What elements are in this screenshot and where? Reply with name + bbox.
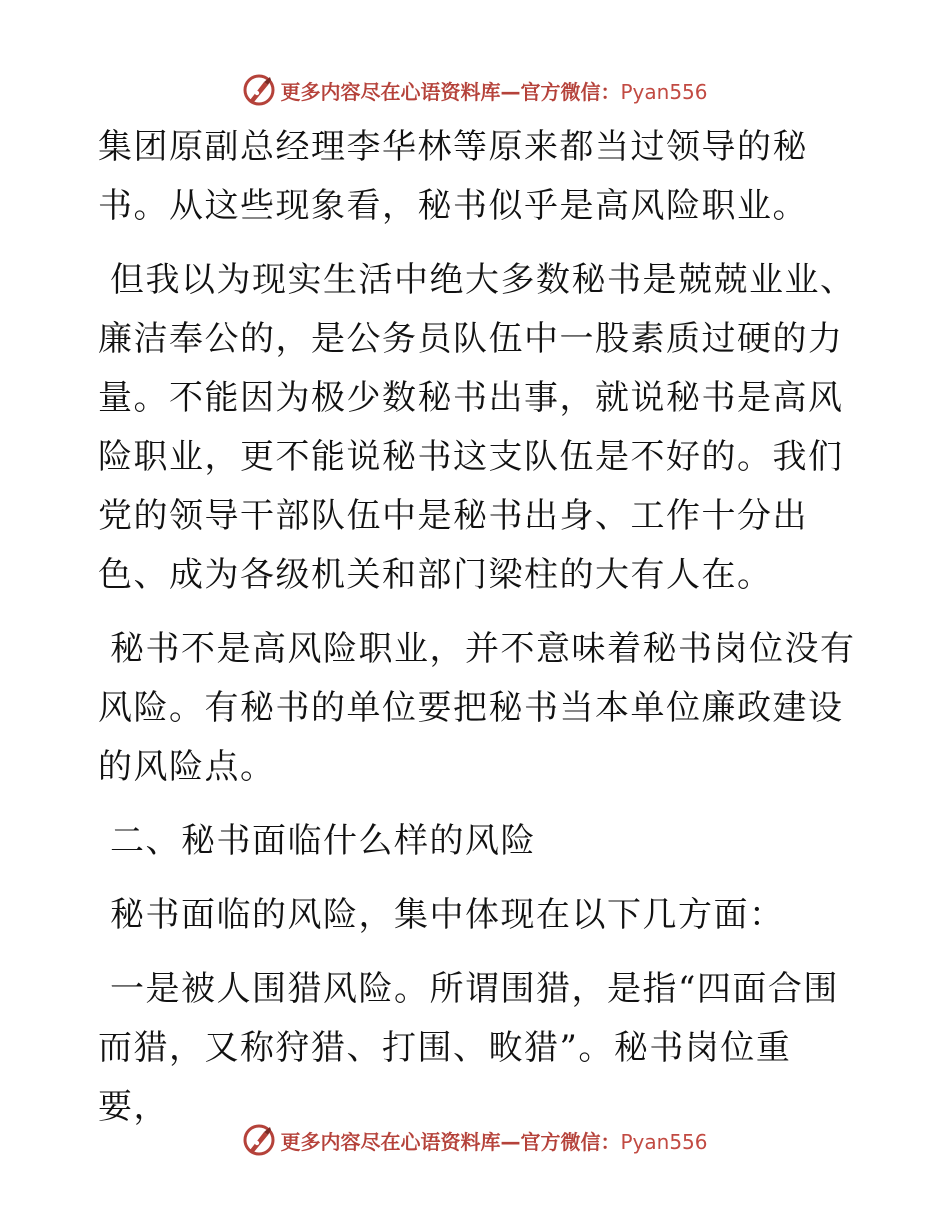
header-banner [0, 70, 950, 110]
wechat-account: Pyan556 [620, 1129, 708, 1154]
section-heading: 二、秘书面临什么样的风险 [110, 821, 536, 861]
paragraph: 秘书面临的风险，集中体现在以下几方面： [110, 895, 785, 935]
paragraph: 集团原副总经理李华林等原来都当过领导的秘书。从这些现象看，秘书似乎是高风险职业。 [98, 127, 808, 226]
quill-pen-logo-icon [242, 1123, 276, 1157]
wechat-account: Pyan556 [620, 79, 708, 104]
footer-banner [0, 1120, 950, 1160]
footer-banner-text: 更多内容尽在心语资料库—官方微信：Pyan556 [280, 1129, 708, 1154]
header-banner-text: 更多内容尽在心语资料库—官方微信：Pyan556 [280, 79, 708, 104]
document-body [98, 118, 858, 1152]
paragraph: 但我以为现实生活中绝大多数秘书是兢兢业业、廉洁奉公的，是公务员队伍中一股素质过硬的力量。不能因为极少数秘书出事，就说秘书是高风险职业，更不能说秘书这支队伍是不好的。我们党的领导干部队伍中是秘书出身、工作十分出色、成为各级机关和部门梁柱的大有人在。 [98, 260, 856, 595]
paragraph: 秘书不是高风险职业，并不意味着秘书岗位没有风险。有秘书的单位要把秘书当本单位廉政建设的风险点。 [98, 629, 856, 787]
quill-pen-logo-icon [242, 73, 276, 107]
paragraph: 一是被人围猎风险。所谓围猎，是指“四面合围而猎，又称狩猎、打围、畋猎”。秘书岗位重要， [98, 969, 839, 1127]
